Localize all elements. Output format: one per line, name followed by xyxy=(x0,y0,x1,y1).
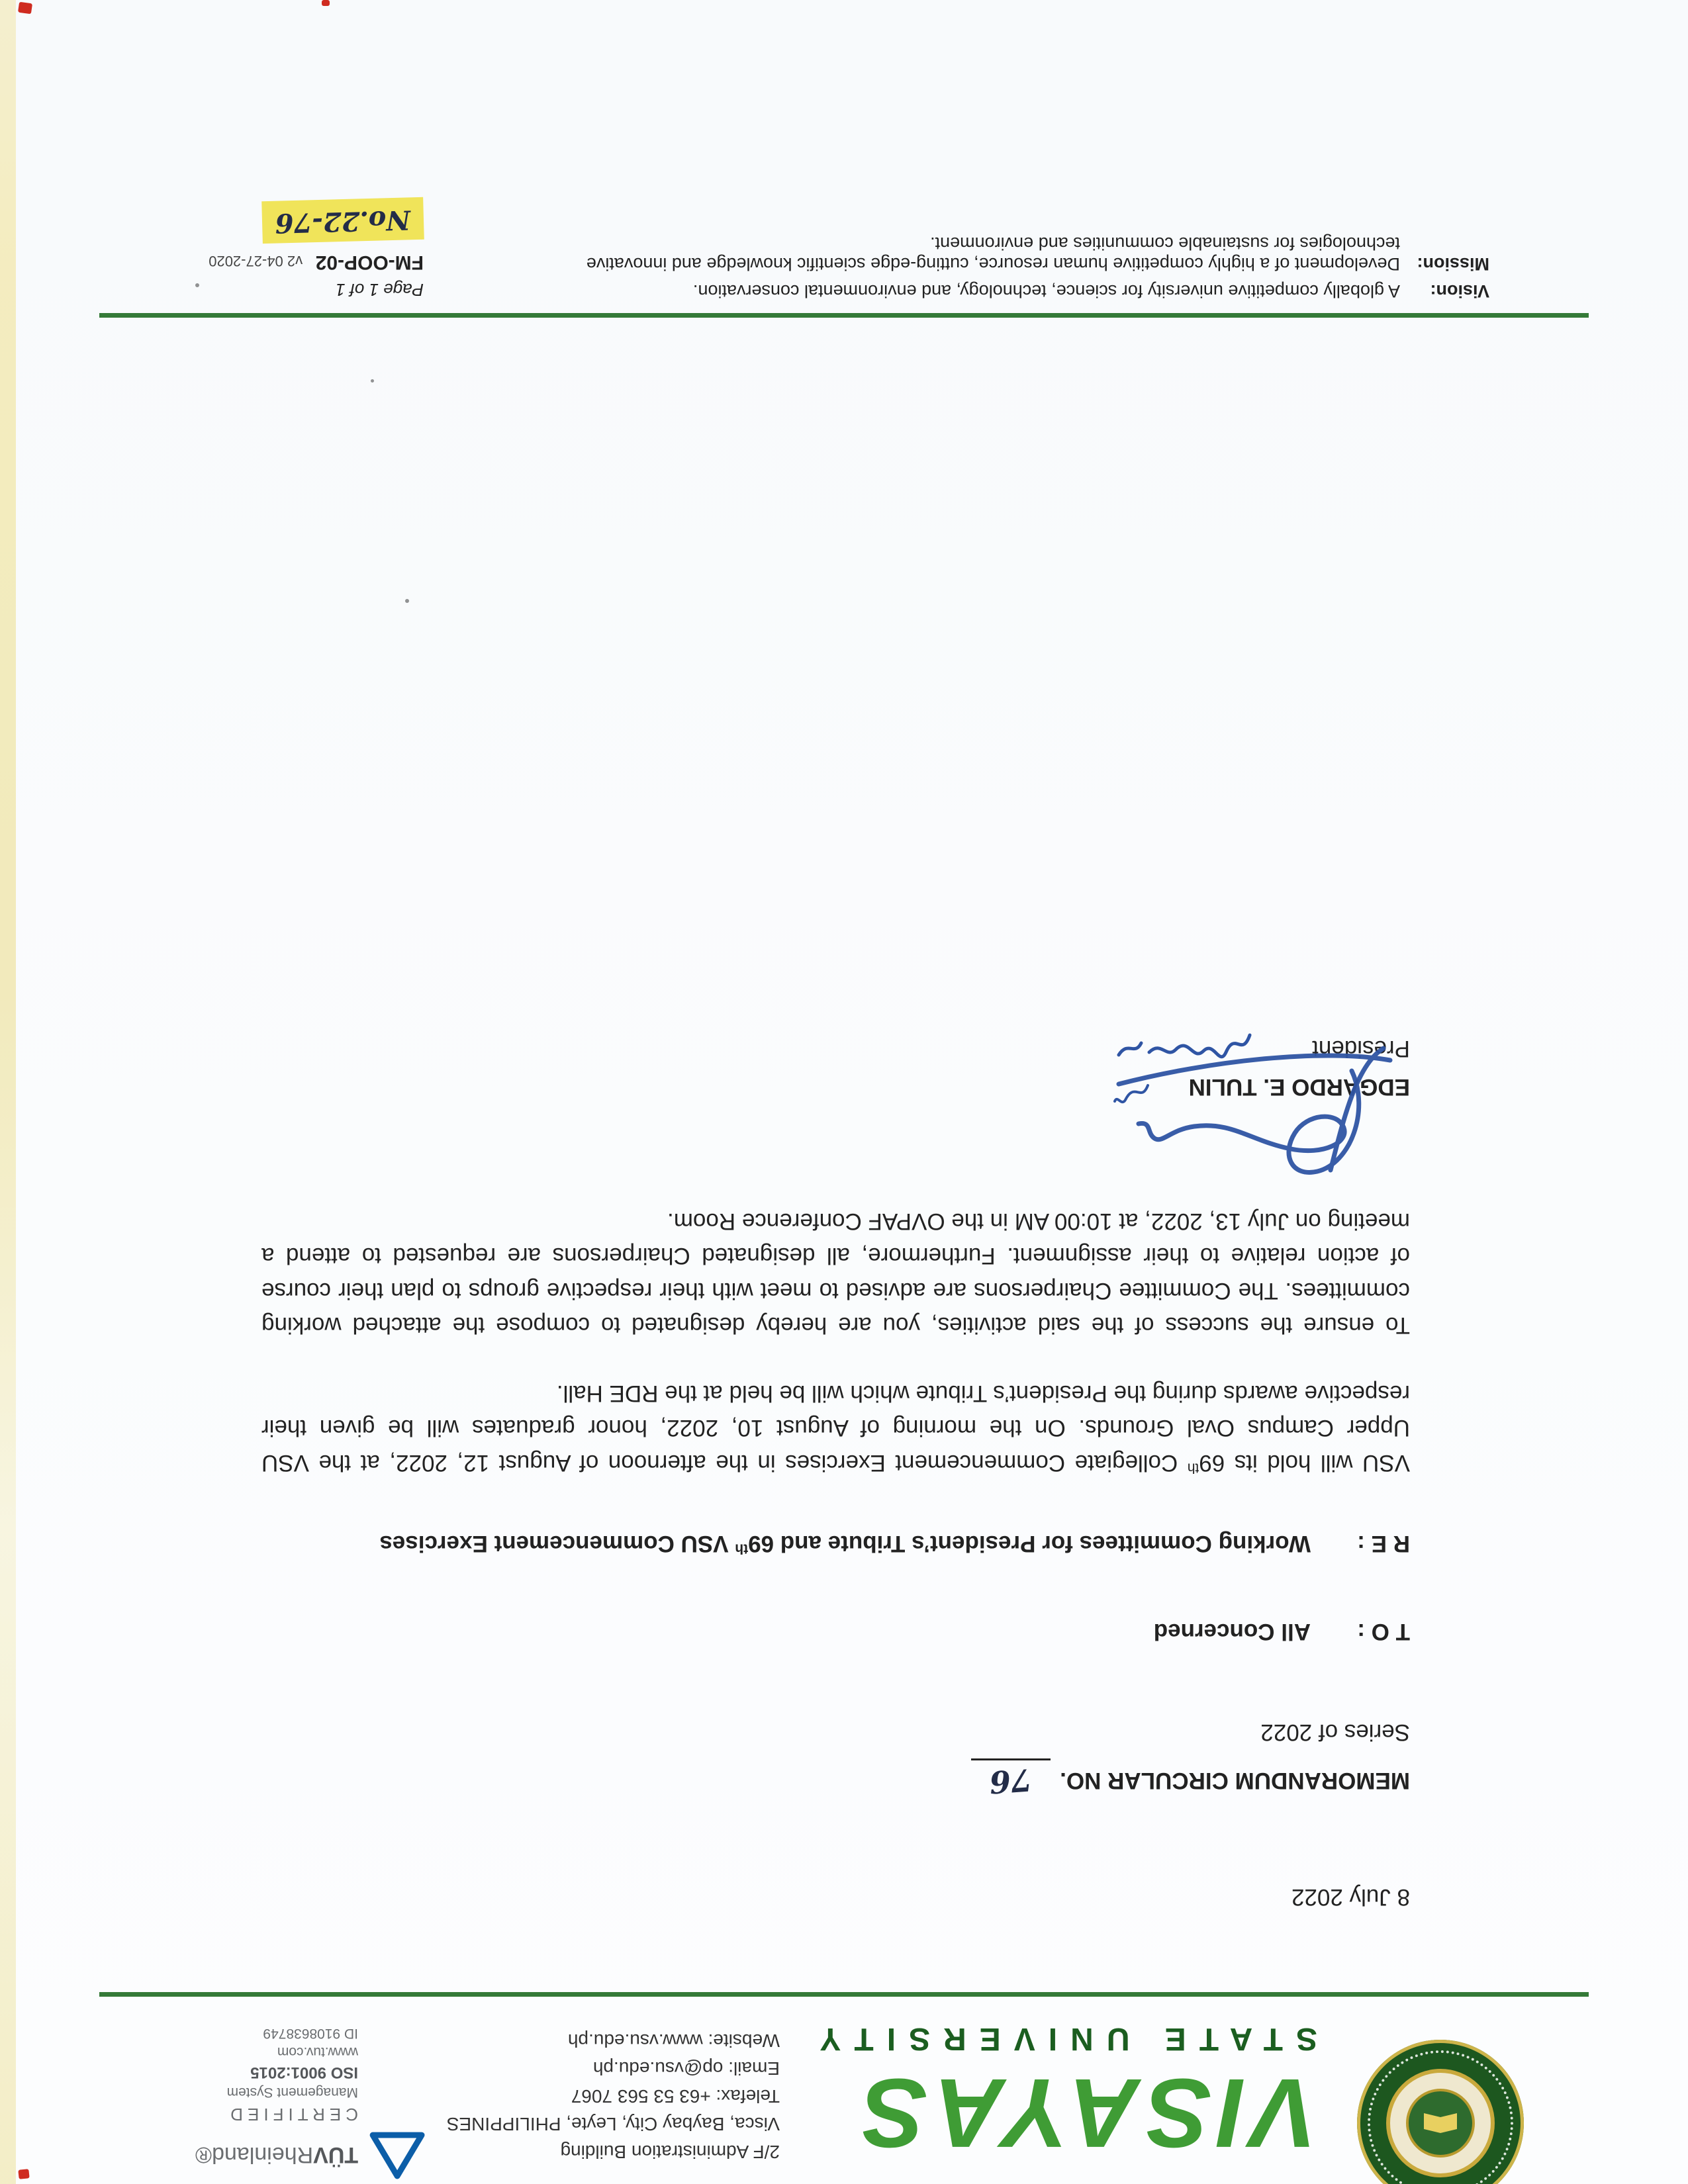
management-system-label: Management System xyxy=(226,2085,358,2100)
body-paragraph-2: To ensure the success of the said activities, you are hereby designated to compose the attached working committees. The Committee Chairpersons are advised to meet with their respective groups to plan their course of action relative to their assignment. Furthermore, all designated Chairpersons are requested to attend a meeting on July 13, 2022, at 10:00 AM in the OVPAF Conference Room. xyxy=(261,1208,1410,1339)
p1-ordinal-sup: th xyxy=(1187,1460,1199,1476)
circular-number-blank xyxy=(971,1759,1051,1807)
memo-date: 8 July 2022 xyxy=(1291,1884,1410,1910)
pen-flourish xyxy=(1112,1079,1152,1109)
footer-divider xyxy=(99,313,1589,318)
tuv-brand-rest: Rheinland® xyxy=(195,2142,314,2168)
tuv-triangle-logo-icon xyxy=(367,2128,427,2181)
tuv-url: www.tuv.com xyxy=(277,2044,358,2060)
re-text: Working Committees for President’s Tribute and 69 xyxy=(748,1531,1311,1557)
red-pen-mark xyxy=(18,2169,29,2179)
signer-title: President xyxy=(1312,1036,1410,1062)
tuv-brand xyxy=(195,2142,358,2168)
iso-standard: ISO 9001:2015 xyxy=(250,2063,358,2081)
re-label: R E : xyxy=(1357,1531,1410,1557)
mission-text: Development of a highly competitive human resource, cutting-edge scientific knowledge and innovative technologies for sustainable communities and environment. xyxy=(586,234,1400,274)
certificate-id: ID 9108638749 xyxy=(263,2025,358,2041)
handwritten-initials xyxy=(1112,1017,1258,1070)
vision-text: A globally competitive university for science, technology, and environmental conservation. xyxy=(692,281,1400,301)
p1-text-rest: Collegiate Commencement Exercises in the afternoon of August 12, 2022, at the VSU Upper Campus Oval Grounds. On the morning of August 10, 2022, honor graduates will be given their respective awards during the President’s Tribute which will be held at the RDE Hall. xyxy=(261,1381,1410,1476)
series-line: Series of 2022 xyxy=(1260,1719,1410,1746)
scan-speck xyxy=(371,379,374,383)
handwritten-circular-number: 76 xyxy=(988,1762,1033,1801)
to-line xyxy=(261,1614,1410,1649)
university-type: STATE UNIVERSITY xyxy=(806,2021,1317,2056)
mission-label: Mission: xyxy=(1417,254,1489,274)
to-label: T O : xyxy=(1357,1619,1410,1645)
tuv-certification-mark xyxy=(195,2024,427,2181)
red-pen-mark xyxy=(18,2,32,15)
vision-mission xyxy=(457,199,1489,301)
footer xyxy=(93,199,1489,301)
form-control-block xyxy=(139,199,424,301)
university-name: VISAYAS xyxy=(855,2058,1317,2167)
re-value xyxy=(379,1526,1311,1561)
handwritten-control-number: No.22-76 xyxy=(275,204,411,240)
re-ordinal-sup: th xyxy=(735,1541,749,1557)
body-paragraph-1 xyxy=(261,1376,1410,1480)
p1-text: VSU will hold its 69 xyxy=(1199,1450,1410,1476)
memo-content xyxy=(261,946,1410,1915)
circular-number-line xyxy=(261,1759,1410,1807)
signer-name: EDGARDO E. TULIN xyxy=(1188,1074,1410,1101)
letterhead-address xyxy=(447,2026,780,2165)
certified-label: CERTIFIED xyxy=(226,2105,358,2124)
vision-row xyxy=(457,281,1489,301)
scan-speck xyxy=(405,599,409,603)
email-line: Email: op@vsu.edu.ph xyxy=(592,2058,780,2079)
page-indicator: Page 1 of 1 xyxy=(336,280,424,300)
red-pen-mark xyxy=(322,0,330,6)
certification-details xyxy=(195,2024,358,2101)
open-book-icon xyxy=(1424,2113,1457,2133)
letterhead-divider xyxy=(99,1992,1589,1997)
scan-edge-strip xyxy=(0,0,16,2184)
address-line: 2/F Administration Building xyxy=(560,2142,780,2162)
website-line: Website: www.vsu.edu.ph xyxy=(567,2030,780,2051)
address-line: Visca, Baybay City, Leyte, PHILIPPINES xyxy=(446,2114,780,2134)
vsu-seal xyxy=(1357,2040,1524,2184)
mission-row xyxy=(457,233,1489,274)
telefax-line: Telefax: +63 53 563 7067 xyxy=(571,2086,780,2107)
re-line xyxy=(261,1526,1410,1561)
to-value: All Concerned xyxy=(1153,1619,1311,1645)
seal-emblem xyxy=(1406,2089,1475,2158)
form-code-row xyxy=(139,248,424,275)
scan-speck xyxy=(195,283,199,287)
re-text-suffix: VSU Commencement Exercises xyxy=(379,1531,735,1557)
tuv-brand-bold: TÜV xyxy=(313,2142,359,2168)
university-wordmark xyxy=(788,2021,1317,2167)
circular-label: MEMORANDUM CIRCULAR NO. xyxy=(1060,1768,1410,1794)
signature-block xyxy=(261,946,1410,1105)
vision-label: Vision: xyxy=(1430,281,1489,301)
form-version: v2 04-27-2020 xyxy=(209,252,303,269)
form-code: FM-OOP-02 xyxy=(315,251,424,273)
highlighted-control-number xyxy=(261,197,424,244)
